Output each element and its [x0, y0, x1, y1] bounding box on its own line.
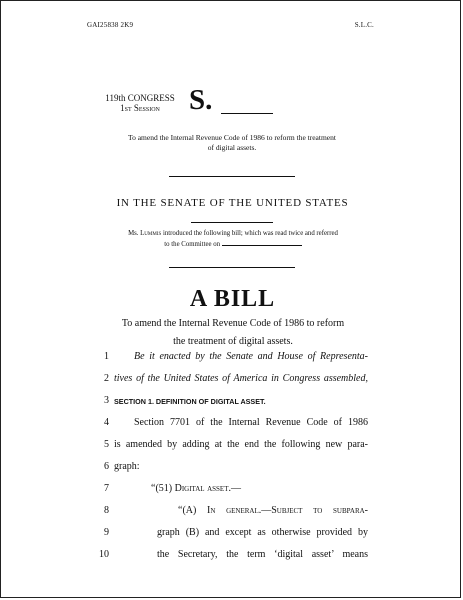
committee-blank	[222, 239, 302, 246]
line-number: 3	[104, 395, 109, 406]
section-heading: SECTION 1. DEFINITION OF DIGITAL ASSET.	[114, 397, 266, 406]
section-text-line: graph:	[114, 461, 140, 472]
line-number: 10	[99, 549, 109, 560]
document-id: GAI25838 2K9	[87, 21, 134, 29]
line-number: 6	[104, 461, 109, 472]
congress-session	[97, 93, 183, 113]
session-number: 1st Session	[120, 103, 160, 113]
section-text-line: Section 7701 of the Internal Revenue Code of 1986	[134, 417, 368, 428]
section-text-line: is amended by adding at the end the following new para-	[114, 439, 368, 450]
bill-letter: S.	[189, 84, 213, 116]
purpose-top-line-1: To amend the Internal Revenue Code of 1986 to reform the treatment	[128, 133, 336, 142]
line-number: 4	[104, 417, 109, 428]
subparagraph-text-line: the Secretary, the term ‘digital asset’ means	[157, 549, 368, 560]
divider-rule-short	[191, 222, 273, 223]
congress-number: 119th CONGRESS	[105, 93, 175, 103]
sponsor-name: Lummis	[140, 230, 162, 237]
line-number: 8	[104, 505, 109, 516]
purpose-line-2: the treatment of digital assets.	[173, 336, 293, 347]
line-number: 7	[104, 483, 109, 494]
bill-number-blank	[221, 113, 273, 114]
line-number: 5	[104, 439, 109, 450]
slc-label: S.L.C.	[354, 21, 374, 29]
subparagraph-text-line: graph (B) and except as otherwise provided by	[157, 527, 368, 538]
intro-line-1: Ms. Lummis introduced the following bill; which was read twice and referred	[128, 230, 338, 237]
bill-title: A BILL	[189, 286, 276, 312]
paragraph-heading: “(51) Digital asset.—	[151, 483, 241, 494]
introduction-text	[97, 229, 369, 250]
divider-rule	[169, 176, 295, 177]
subparagraph-text-line: “(A) In general.—Subject to subpara-	[178, 505, 368, 516]
line-number: 2	[104, 373, 109, 384]
intro-line-2: to the Committee on	[97, 239, 369, 250]
purpose-line-1: To amend the Internal Revenue Code of 1986 to reform	[121, 318, 345, 329]
chamber-heading: IN THE SENATE OF THE UNITED STATES	[116, 197, 349, 209]
enacting-clause-line: Be it enacted by the Senate and House of Representa-	[134, 351, 368, 362]
purpose-top-line-2: of digital assets.	[207, 143, 257, 152]
purpose-summary	[97, 315, 369, 351]
line-number: 1	[104, 351, 109, 362]
divider-rule	[169, 267, 295, 268]
line-number: 9	[104, 527, 109, 538]
enacting-clause-line: tives of the United States of America in Congress assembled,	[114, 373, 368, 384]
purpose-summary-top	[97, 133, 367, 153]
